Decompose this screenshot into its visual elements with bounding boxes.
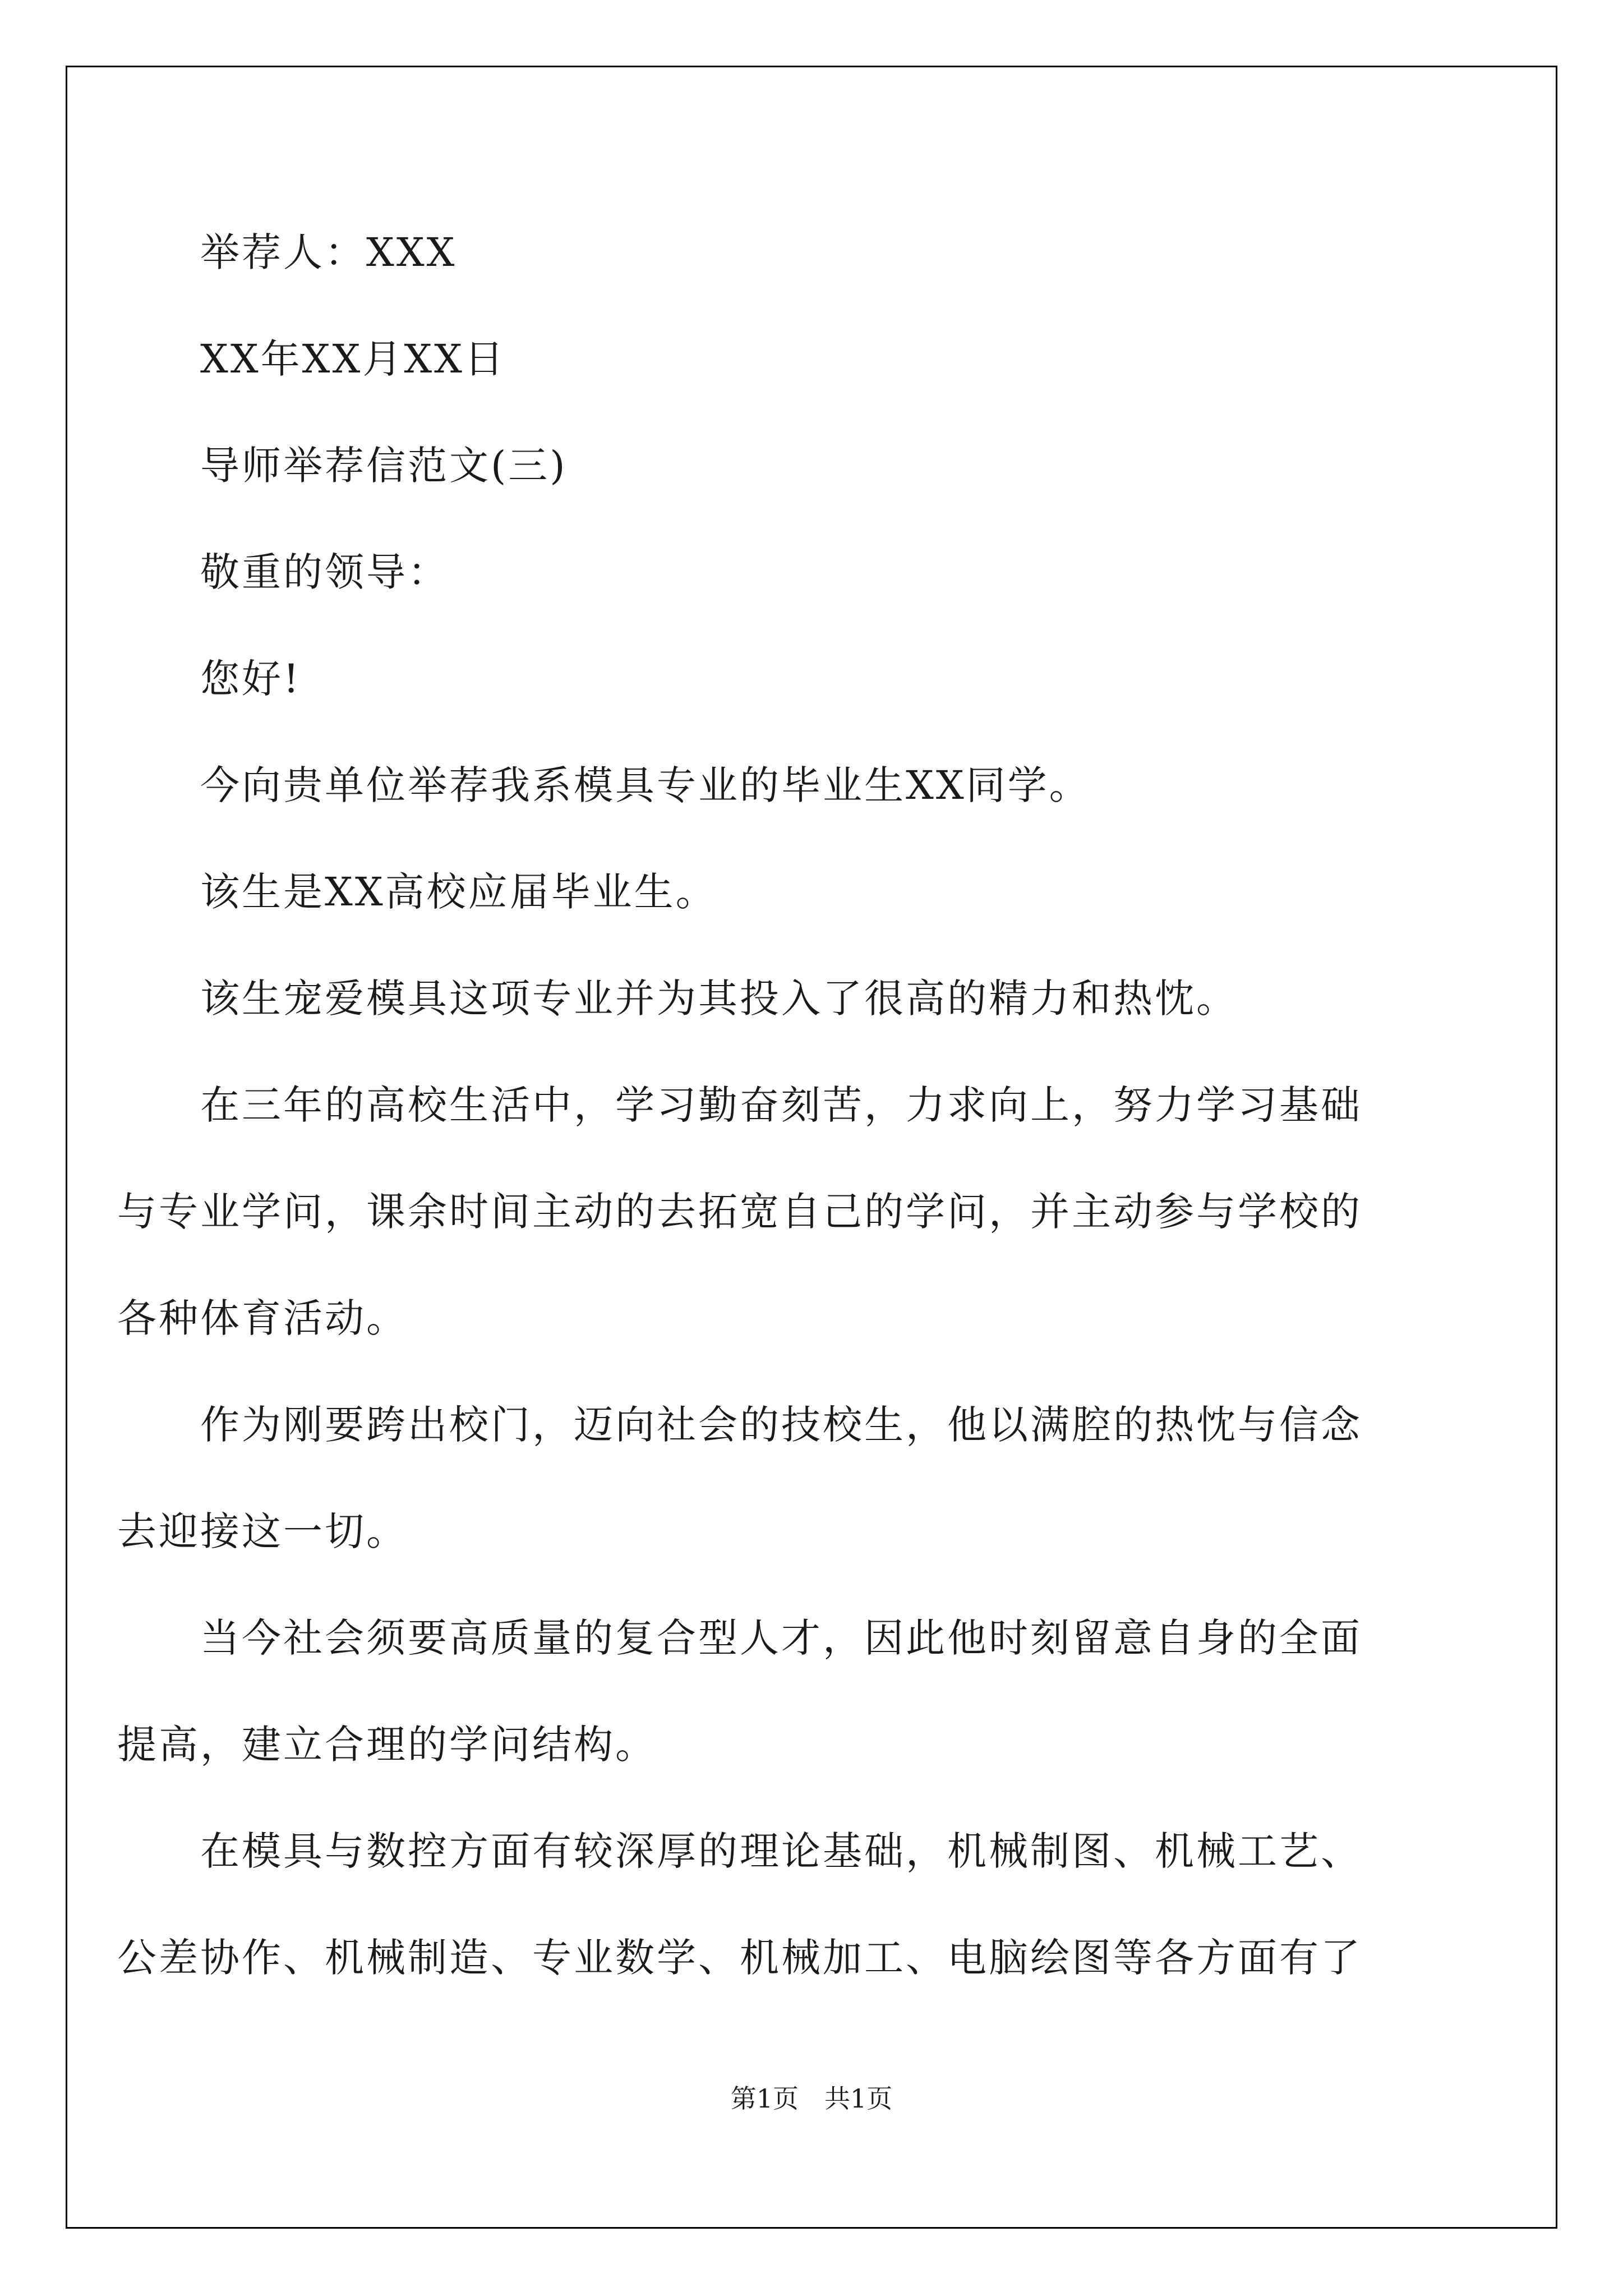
paragraph-line: 去迎接这一切。 — [117, 1508, 408, 1554]
paragraph-line: 提高，建立合理的学问结构。 — [117, 1722, 657, 1768]
paragraph-line: 作为刚要跨出校门，迈向社会的技校生，他以满腔的热忱与信念 — [200, 1402, 1362, 1448]
paragraph-line: 各种体育活动。 — [117, 1295, 408, 1341]
date-line: XX年XX月XX日 — [200, 336, 506, 382]
paragraph-line: 该生是XX高校应届毕业生。 — [200, 869, 717, 915]
section-title: 导师举荐信范文(三) — [200, 443, 568, 489]
paragraph-line: 今向贵单位举荐我系模具专业的毕业生XX同学。 — [200, 762, 1091, 808]
paragraph-line: 当今社会须要高质量的复合型人才，因此他时刻留意自身的全面 — [200, 1615, 1362, 1661]
salutation: 敬重的领导： — [200, 549, 449, 595]
page-border — [66, 66, 1557, 2229]
paragraph-line: 在模具与数控方面有较深厚的理论基础，机械制图、机械工艺、 — [200, 1828, 1362, 1874]
paragraph-line: 与专业学问，课余时间主动的去拓宽自己的学问，并主动参与学校的 — [117, 1189, 1362, 1235]
paragraph-line: 公差协作、机械制造、专业数学、机械加工、电脑绘图等各方面有了 — [117, 1935, 1362, 1981]
signature-line: 举荐人：XXX — [200, 229, 457, 275]
paragraph-line: 该生宠爱模具这项专业并为其投入了很高的精力和热忱。 — [200, 976, 1238, 1022]
paragraph-line: 在三年的高校生活中，学习勤奋刻苦，力求向上，努力学习基础 — [200, 1082, 1362, 1128]
page-number: 第1页 共1页 — [730, 2083, 893, 2114]
greeting: 您好! — [200, 656, 302, 702]
